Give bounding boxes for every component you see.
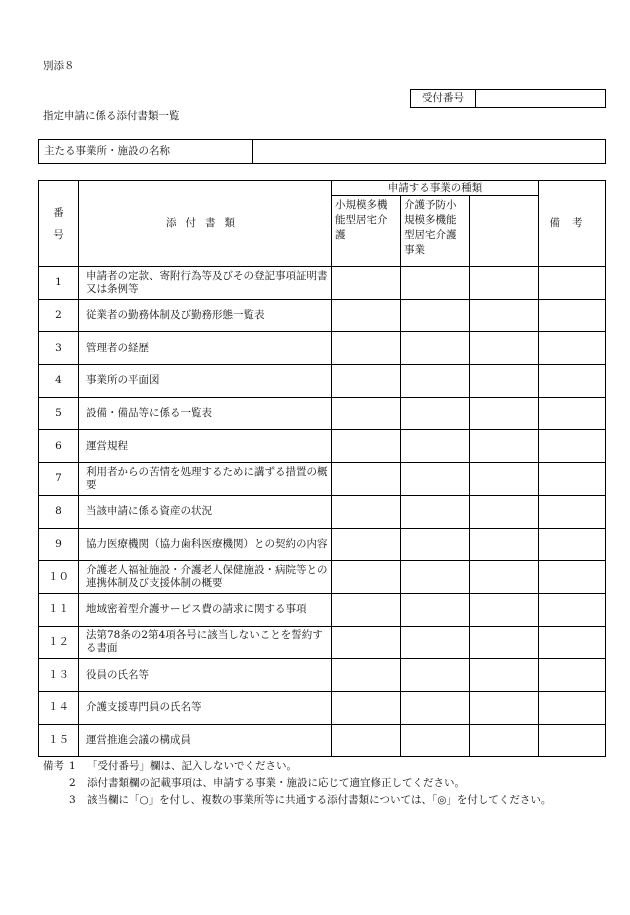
row-document: 役員の氏名等 bbox=[79, 659, 332, 692]
service-1-cell[interactable] bbox=[332, 267, 401, 300]
table-row bbox=[39, 299, 606, 332]
row-number: 5 bbox=[39, 397, 79, 430]
service-1-cell[interactable] bbox=[332, 561, 401, 594]
note-1: 「受付番号」欄は、記入しないでください。 bbox=[87, 760, 297, 772]
service-2-cell[interactable] bbox=[401, 593, 470, 626]
remarks-cell[interactable] bbox=[539, 659, 606, 692]
service-1-cell[interactable] bbox=[332, 593, 401, 626]
table-row bbox=[39, 430, 606, 463]
header-remarks: 備考 bbox=[539, 181, 606, 267]
table-row bbox=[39, 561, 606, 594]
remarks-cell[interactable] bbox=[539, 332, 606, 365]
service-2-cell[interactable] bbox=[401, 463, 470, 496]
attachments-table bbox=[38, 180, 606, 757]
remarks-cell[interactable] bbox=[539, 365, 606, 398]
document-title: 指定申請に係る添付書類一覧 bbox=[43, 110, 180, 122]
service-3-cell[interactable] bbox=[470, 332, 539, 365]
table-row bbox=[39, 528, 606, 561]
remarks-cell[interactable] bbox=[539, 495, 606, 528]
note-3: 該当欄に「○」を付し、複数の事業所等に共通する添付書類については、「◎」を付してください。 bbox=[87, 794, 552, 806]
row-number: 2 bbox=[39, 299, 79, 332]
header-service-1: 小規模多機能型居宅介護 bbox=[332, 196, 401, 267]
table-row bbox=[39, 659, 606, 692]
row-document: 地域密着型介護サービス費の請求に関する事項 bbox=[79, 593, 332, 626]
row-number: １０ bbox=[39, 561, 79, 594]
service-1-cell[interactable] bbox=[332, 332, 401, 365]
table-header-row bbox=[39, 181, 606, 196]
header-service-3 bbox=[470, 196, 539, 267]
service-3-cell[interactable] bbox=[470, 365, 539, 398]
annex-label: 別添８ bbox=[43, 60, 75, 72]
row-number: 8 bbox=[39, 495, 79, 528]
table-row bbox=[39, 691, 606, 724]
reception-number-box bbox=[410, 89, 606, 108]
service-1-cell[interactable] bbox=[332, 299, 401, 332]
row-number: 7 bbox=[39, 463, 79, 496]
header-service-group: 申請する事業の種類 bbox=[332, 181, 539, 196]
remarks-cell[interactable] bbox=[539, 593, 606, 626]
reception-number-label: 受付番号 bbox=[411, 90, 476, 107]
service-3-cell[interactable] bbox=[470, 626, 539, 659]
row-document: 介護老人福祉施設・介護老人保健施設・病院等との連携体制及び支援体制の概要 bbox=[79, 561, 332, 594]
notes-heading: 備考 bbox=[43, 760, 64, 772]
table-row bbox=[39, 724, 606, 757]
service-2-cell[interactable] bbox=[401, 626, 470, 659]
row-number: １４ bbox=[39, 691, 79, 724]
service-2-cell[interactable] bbox=[401, 528, 470, 561]
facility-name-box bbox=[38, 139, 606, 164]
row-document: 事業所の平面図 bbox=[79, 365, 332, 398]
service-1-cell[interactable] bbox=[332, 528, 401, 561]
table-row bbox=[39, 626, 606, 659]
service-1-cell[interactable] bbox=[332, 430, 401, 463]
service-1-cell[interactable] bbox=[332, 463, 401, 496]
service-3-cell[interactable] bbox=[470, 495, 539, 528]
service-1-cell[interactable] bbox=[332, 691, 401, 724]
service-1-cell[interactable] bbox=[332, 724, 401, 757]
service-2-cell[interactable] bbox=[401, 495, 470, 528]
row-number: 6 bbox=[39, 430, 79, 463]
remarks-cell[interactable] bbox=[539, 561, 606, 594]
service-2-cell[interactable] bbox=[401, 332, 470, 365]
service-2-cell[interactable] bbox=[401, 691, 470, 724]
row-number: １１ bbox=[39, 593, 79, 626]
row-number: 9 bbox=[39, 528, 79, 561]
remarks-cell[interactable] bbox=[539, 397, 606, 430]
service-3-cell[interactable] bbox=[470, 659, 539, 692]
row-document: 運営規程 bbox=[79, 430, 332, 463]
service-3-cell[interactable] bbox=[470, 724, 539, 757]
service-1-cell[interactable] bbox=[332, 626, 401, 659]
row-document: 運営推進会議の構成員 bbox=[79, 724, 332, 757]
service-2-cell[interactable] bbox=[401, 397, 470, 430]
service-2-cell[interactable] bbox=[401, 724, 470, 757]
row-document: 申請者の定款、寄附行為等及びその登記事項証明書又は条例等 bbox=[79, 267, 332, 300]
service-2-cell[interactable] bbox=[401, 267, 470, 300]
remarks-cell[interactable] bbox=[539, 724, 606, 757]
row-document: 法第78条の2第4項各号に該当しないことを誓約する書面 bbox=[79, 626, 332, 659]
service-2-cell[interactable] bbox=[401, 659, 470, 692]
service-3-cell[interactable] bbox=[470, 430, 539, 463]
table-row bbox=[39, 365, 606, 398]
service-3-cell[interactable] bbox=[470, 561, 539, 594]
facility-name-label: 主たる事業所・施設の名称 bbox=[39, 140, 253, 163]
remarks-cell[interactable] bbox=[539, 299, 606, 332]
row-document: 当該申請に係る資産の状況 bbox=[79, 495, 332, 528]
row-number: 3 bbox=[39, 332, 79, 365]
row-number: 1 bbox=[39, 267, 79, 300]
row-document: 従業者の勤務体制及び勤務形態一覧表 bbox=[79, 299, 332, 332]
row-number: １２ bbox=[39, 626, 79, 659]
service-3-cell[interactable] bbox=[470, 299, 539, 332]
row-number: １５ bbox=[39, 724, 79, 757]
notes-section: 備考 1 「受付番号」欄は、記入しないでください。 2 添付書類欄の記載事項は、申請する事業・施設に応じて適宜修正してください。 3 該当欄に「○」を付し、複数の事業所等に共通する添付書類については、「◎」を付してください。 bbox=[43, 758, 551, 809]
service-2-cell[interactable] bbox=[401, 365, 470, 398]
row-document: 設備・備品等に係る一覧表 bbox=[79, 397, 332, 430]
row-document: 利用者からの苦情を処理するために講ずる措置の概要 bbox=[79, 463, 332, 496]
remarks-cell[interactable] bbox=[539, 528, 606, 561]
header-number: 番 号 bbox=[39, 181, 79, 267]
table-row bbox=[39, 332, 606, 365]
row-document: 介護支援専門員の氏名等 bbox=[79, 691, 332, 724]
header-service-2: 介護予防小規模多機能型居宅介護事業 bbox=[401, 196, 470, 267]
service-3-cell[interactable] bbox=[470, 463, 539, 496]
table-row bbox=[39, 593, 606, 626]
reception-number-field[interactable] bbox=[476, 90, 605, 107]
service-2-cell[interactable] bbox=[401, 561, 470, 594]
row-document: 協力医療機関（協力歯科医療機関）との契約の内容 bbox=[79, 528, 332, 561]
remarks-cell[interactable] bbox=[539, 691, 606, 724]
service-3-cell[interactable] bbox=[470, 528, 539, 561]
service-2-cell[interactable] bbox=[401, 299, 470, 332]
service-3-cell[interactable] bbox=[470, 397, 539, 430]
remarks-cell[interactable] bbox=[539, 430, 606, 463]
service-1-cell[interactable] bbox=[332, 365, 401, 398]
remarks-cell[interactable] bbox=[539, 267, 606, 300]
table-row bbox=[39, 463, 606, 496]
facility-name-field[interactable] bbox=[253, 140, 605, 163]
header-document: 添付書類 bbox=[79, 181, 332, 267]
service-2-cell[interactable] bbox=[401, 430, 470, 463]
table-row bbox=[39, 267, 606, 300]
note-2: 添付書類欄の記載事項は、申請する事業・施設に応じて適宜修正してください。 bbox=[87, 777, 465, 789]
service-1-cell[interactable] bbox=[332, 659, 401, 692]
remarks-cell[interactable] bbox=[539, 463, 606, 496]
row-number: １３ bbox=[39, 659, 79, 692]
remarks-cell[interactable] bbox=[539, 626, 606, 659]
row-number: 4 bbox=[39, 365, 79, 398]
table-row bbox=[39, 397, 606, 430]
service-3-cell[interactable] bbox=[470, 267, 539, 300]
service-1-cell[interactable] bbox=[332, 397, 401, 430]
service-3-cell[interactable] bbox=[470, 691, 539, 724]
service-1-cell[interactable] bbox=[332, 495, 401, 528]
service-3-cell[interactable] bbox=[470, 593, 539, 626]
row-document: 管理者の経歴 bbox=[79, 332, 332, 365]
table-row bbox=[39, 495, 606, 528]
